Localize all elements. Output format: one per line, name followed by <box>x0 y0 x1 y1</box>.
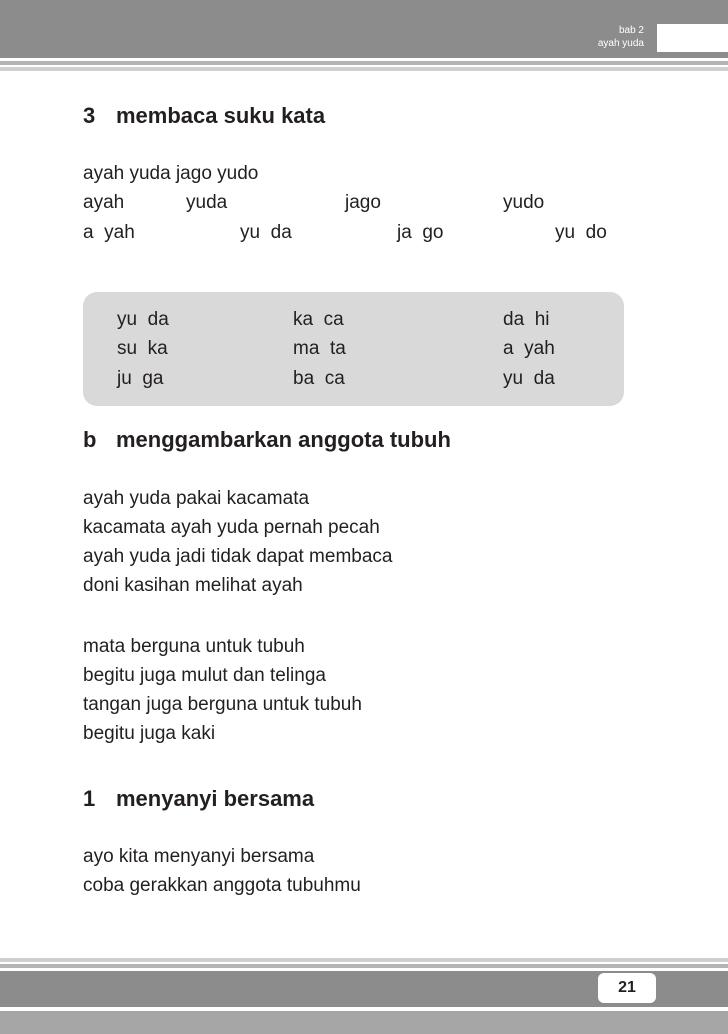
section-title: menggambarkan anggota tubuh <box>116 427 451 452</box>
chapter-label: bab 2 <box>618 25 644 36</box>
header-stripe <box>0 61 728 65</box>
footer-bottom-band <box>0 1011 728 1034</box>
panel-cell: da hi <box>503 309 550 330</box>
syllable-cell: yu do <box>555 222 607 243</box>
syllable-cell: a yah <box>83 222 135 243</box>
header-tab-box <box>657 24 728 52</box>
section-number: 3 <box>83 103 96 128</box>
panel-cell: yu da <box>503 368 555 389</box>
section-title: membaca suku kata <box>116 103 326 128</box>
text-line: kacamata ayah yuda pernah pecah <box>83 517 380 538</box>
panel-cell: a yah <box>503 338 555 359</box>
section-heading-singing <box>83 786 314 812</box>
word-cell: ayah <box>83 192 125 213</box>
footer-stripe-light <box>0 958 728 962</box>
text-line: doni kasihan melihat ayah <box>83 575 303 596</box>
panel-cell: su ka <box>117 338 168 359</box>
word-cell: yuda <box>186 192 228 213</box>
text-line: mata berguna untuk tubuh <box>83 636 305 657</box>
panel-cell: ba ca <box>293 368 345 389</box>
paragraph-eyeglasses <box>83 484 392 600</box>
text-line: coba gerakkan anggota tubuhmu <box>83 875 361 896</box>
text-line: tangan juga berguna untuk tubuh <box>83 694 362 715</box>
text-line: begitu juga kaki <box>83 723 216 744</box>
chapter-subtitle: ayah yuda <box>597 38 644 49</box>
page-number: 21 <box>618 979 636 996</box>
text-line: ayah yuda jadi tidak dapat membaca <box>83 546 393 567</box>
panel-cell: ma ta <box>293 338 346 359</box>
syllable-cell: ja go <box>397 222 444 243</box>
syllable-cell: yu da <box>240 222 292 243</box>
paragraph-body-parts <box>83 632 362 748</box>
sentence-line: ayah yuda jago yudo <box>83 163 259 184</box>
text-line: ayah yuda pakai kacamata <box>83 488 310 509</box>
text-line: begitu juga mulut dan telinga <box>83 665 326 686</box>
section-title: menyanyi bersama <box>116 786 315 811</box>
paragraph-singing <box>83 842 361 900</box>
header-stripe-light <box>0 67 728 71</box>
running-header <box>524 24 644 50</box>
panel-cell: ju ga <box>117 368 164 389</box>
section-number: 1 <box>83 786 96 811</box>
panel-cell: ka ca <box>293 309 344 330</box>
panel-cell: yu da <box>117 309 169 330</box>
section-heading-body <box>83 427 451 453</box>
word-cell: jago <box>345 192 381 213</box>
word-cell: yudo <box>503 192 545 213</box>
footer-stripe <box>0 964 728 968</box>
section-number: b <box>83 427 97 452</box>
section-heading-reading <box>83 103 325 129</box>
text-line: ayo kita menyanyi bersama <box>83 846 315 867</box>
